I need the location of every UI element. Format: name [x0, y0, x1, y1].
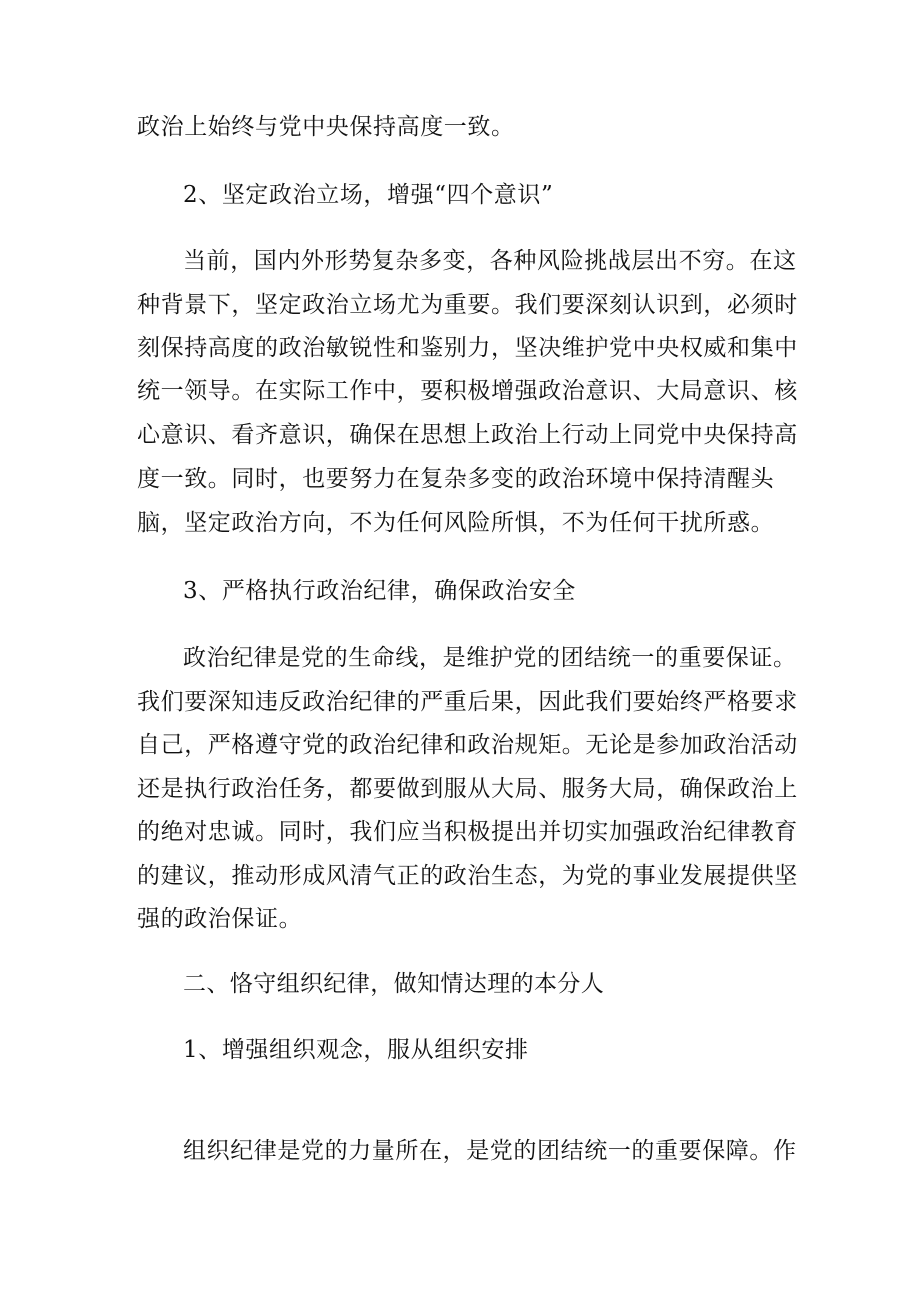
- paragraph-line: 自己，严格遵守党的政治纪律和政治规矩。无论是参加政治活动: [137, 732, 798, 758]
- paragraph-line: 心意识、看齐意识，确保在思想上政治上行动上同党中央保持高: [137, 422, 798, 448]
- subsection-heading: 3、严格执行政治纪律，确保政治安全: [183, 578, 576, 604]
- paragraph-line: 刻保持高度的政治敏锐性和鉴别力，坚决维护党中央权威和集中: [137, 335, 798, 361]
- subsection-heading: 2、坚定政治立场，增强“四个意识”: [183, 182, 554, 208]
- paragraph-line: 统一领导。在实际工作中，要积极增强政治意识、大局意识、核: [137, 378, 798, 404]
- paragraph-line: 的绝对忠诚。同时，我们应当积极提出并切实加强政治纪律教育: [137, 819, 798, 845]
- paragraph-line: 政治上始终与党中央保持高度一致。: [137, 114, 515, 140]
- paragraph-line: 脑，坚定政治方向，不为任何风险所惧，不为任何干扰所惑。: [137, 510, 775, 536]
- paragraph-line: 政治纪律是党的生命线，是维护党的团结统一的重要保证。: [183, 645, 797, 671]
- paragraph-line: 种背景下，坚定政治立场尤为重要。我们要深刻认识到，必须时: [137, 292, 798, 318]
- paragraph-line: 的建议，推动形成风清气正的政治生态，为党的事业发展提供坚: [137, 863, 798, 889]
- paragraph-line: 还是执行政治任务，都要做到服从大局、服务大局，确保政治上: [137, 776, 798, 802]
- paragraph-line: 当前，国内外形势复杂多变，各种风险挑战层出不穷。在这: [183, 248, 797, 274]
- paragraph-line: 组织纪律是党的力量所在，是党的团结统一的重要保障。作: [183, 1138, 797, 1164]
- section-heading: 二、恪守组织纪律，做知情达理的本分人: [183, 971, 605, 997]
- subsection-heading: 1、增强组织观念，服从组织安排: [183, 1037, 529, 1063]
- paragraph-line: 强的政治保证。: [137, 906, 303, 932]
- paragraph-line: 我们要深知违反政治纪律的严重后果，因此我们要始终严格要求: [137, 689, 798, 715]
- paragraph-line: 度一致。同时，也要努力在复杂多变的政治环境中保持清醒头: [137, 466, 775, 492]
